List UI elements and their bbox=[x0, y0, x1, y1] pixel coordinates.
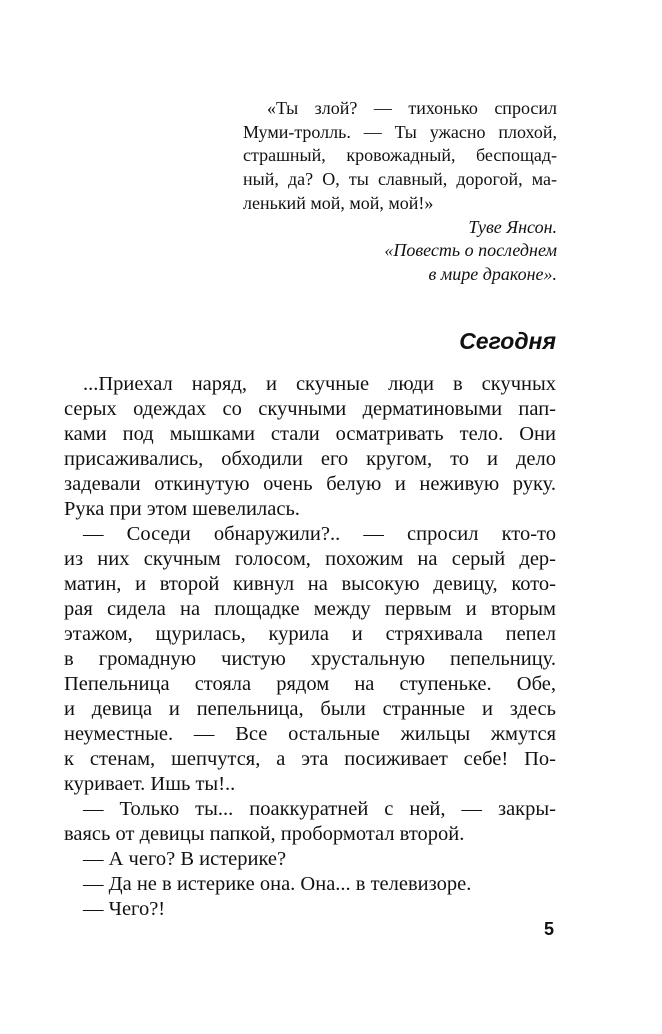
body-line: задевали откинутую очень белую и неживую руку. bbox=[64, 473, 556, 495]
body-line: Пепельница стояла рядом на ступеньке. Обе, bbox=[64, 673, 556, 695]
body-text bbox=[64, 372, 556, 922]
body-line: неуместные. — Все остальные жильцы жмутся bbox=[64, 723, 556, 745]
body-line: в громадную чистую хрустальную пепельницу. bbox=[64, 648, 556, 670]
body-line: ваясь от девицы папкой, пробормотал второй. bbox=[64, 823, 465, 845]
body-line: серых одеждах со скучными дерматиновыми пап- bbox=[64, 398, 556, 420]
body-line: этажом, щурилась, курила и стряхивала пепел bbox=[64, 623, 556, 645]
epigraph-quote-line: страшный, кровожадный, беспощад- bbox=[243, 145, 557, 166]
epigraph-attribution-line: Туве Янсон. bbox=[468, 216, 557, 237]
epigraph-quote-line: Муми-тролль. — Ты ужасно плохой, bbox=[243, 121, 557, 142]
body-line: — Чего?! bbox=[83, 898, 166, 920]
epigraph-quote-line: «Ты злой? — тихонько спросил bbox=[267, 98, 557, 118]
body-line: — Соседи обнаружили?.. — спросил кто-то bbox=[83, 523, 556, 545]
body-line: матин, и второй кивнул на высокую девицу, кото- bbox=[64, 573, 556, 595]
body-line: — Только ты... поаккуратней с ней, — закры- bbox=[83, 798, 556, 820]
body-line: из них скучным голосом, похожим на серый дер- bbox=[64, 548, 556, 570]
body-line: ...Приехал наряд, и скучные люди в скучных bbox=[83, 373, 556, 395]
page-number: 5 bbox=[543, 919, 554, 939]
body-line: куривает. Ишь ты!.. bbox=[64, 773, 236, 795]
epigraph-quote-line: ленький мой, мой, мой!» bbox=[243, 192, 434, 213]
body-line: — Да не в истерике она. Она... в телевизоре. bbox=[83, 873, 472, 895]
epigraph-quote-line: ный, да? О, ты славный, дорогой, ма- bbox=[243, 169, 557, 190]
body-line: присаживались, обходили его кругом, то и дело bbox=[64, 448, 556, 470]
body-line: рая сидела на площадке между первым и вторым bbox=[64, 598, 556, 620]
epigraph bbox=[243, 97, 557, 287]
body-line: Рука при этом шевелилась. bbox=[64, 498, 300, 520]
chapter-heading: Сегодня bbox=[459, 328, 556, 354]
body-line: ками под мышками стали осматривать тело. Они bbox=[64, 423, 556, 445]
epigraph-attribution-line: в мире драконе». bbox=[428, 263, 557, 284]
body-line: — А чего? В истерике? bbox=[83, 848, 287, 870]
epigraph-attribution-line: «Повесть о последнем bbox=[384, 240, 557, 261]
body-line: и девица и пепельница, были странные и здесь bbox=[64, 698, 556, 720]
body-line: к стенам, шепчутся, а эта посиживает себе! По- bbox=[64, 748, 556, 770]
